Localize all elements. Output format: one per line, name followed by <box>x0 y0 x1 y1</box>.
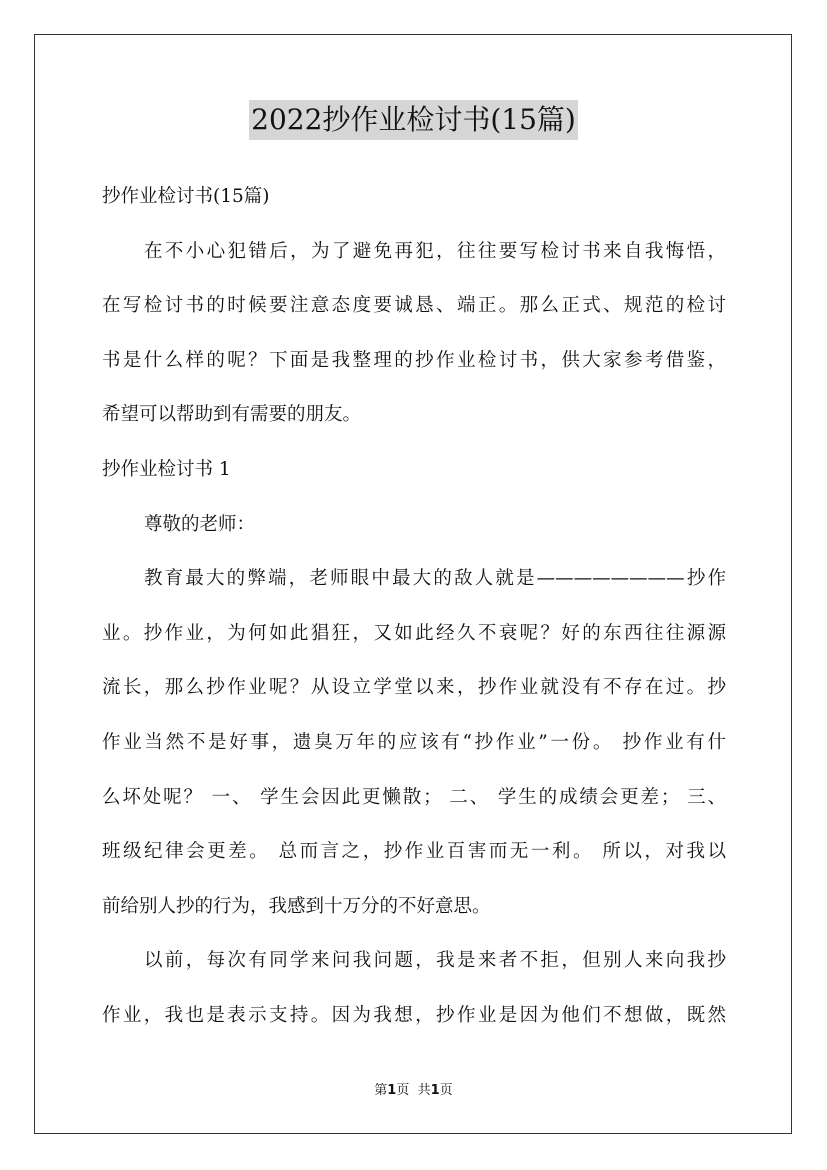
text-line: 作业，我也是表示支持。因为我想，抄作业是因为他们不想做，既然 <box>102 1004 726 1026</box>
text-line: 抄作业检讨书(15篇) <box>102 186 270 207</box>
text-line: 么坏处呢？ 一、 学生会因此更懒散； 二、 学生的成绩会更差； 三、 <box>102 786 726 808</box>
footer-total-prefix: 共 <box>417 1083 431 1098</box>
footer-total-suffix: 页 <box>439 1083 453 1098</box>
text-line: 抄作业检讨书 1 <box>102 458 231 480</box>
footer-page-prefix: 第 <box>374 1083 388 1098</box>
document-title: 2022抄作业检讨书(15篇) <box>249 100 578 140</box>
text-line: 教育最大的弊端，老师眼中最大的敌人就是————————抄作 <box>144 568 726 590</box>
text-line: 前给别人抄的行为，我感到十万分的不好意思。 <box>102 895 491 917</box>
text-line: 书是什么样的呢？下面是我整理的抄作业检讨书，供大家参考借鉴， <box>102 349 726 371</box>
text-line: 以前，每次有同学来问我问题，我是来者不拒，但别人来向我抄 <box>144 950 726 972</box>
text-line: 希望可以帮助到有需要的朋友。 <box>102 404 362 426</box>
text-line: 尊敬的老师： <box>144 513 256 535</box>
footer-total-number: 1 <box>430 1083 440 1098</box>
text-line: 在不小心犯错后，为了避免再犯，往往要写检讨书来自我悔悟， <box>144 240 726 262</box>
footer-page-number: 1 <box>387 1083 397 1098</box>
footer-page-suffix: 页 <box>396 1083 410 1098</box>
title-container <box>0 100 827 140</box>
page-footer <box>0 1082 827 1100</box>
text-line: 流长，那么抄作业呢？从设立学堂以来，抄作业就没有不存在过。抄 <box>102 677 726 699</box>
document-body <box>102 170 726 1044</box>
text-line: 在写检讨书的时候要注意态度要诚恳、端正。那么正式、规范的检讨 <box>102 295 726 317</box>
text-line: 业。抄作业，为何如此猖狂，又如此经久不衰呢？好的东西往往源源 <box>102 622 726 644</box>
text-line: 作业当然不是好事，遗臭万年的应该有“抄作业”一份。 抄作业有什 <box>102 731 726 753</box>
text-line: 班级纪律会更差。 总而言之，抄作业百害而无一利。 所以，对我以 <box>102 841 726 863</box>
